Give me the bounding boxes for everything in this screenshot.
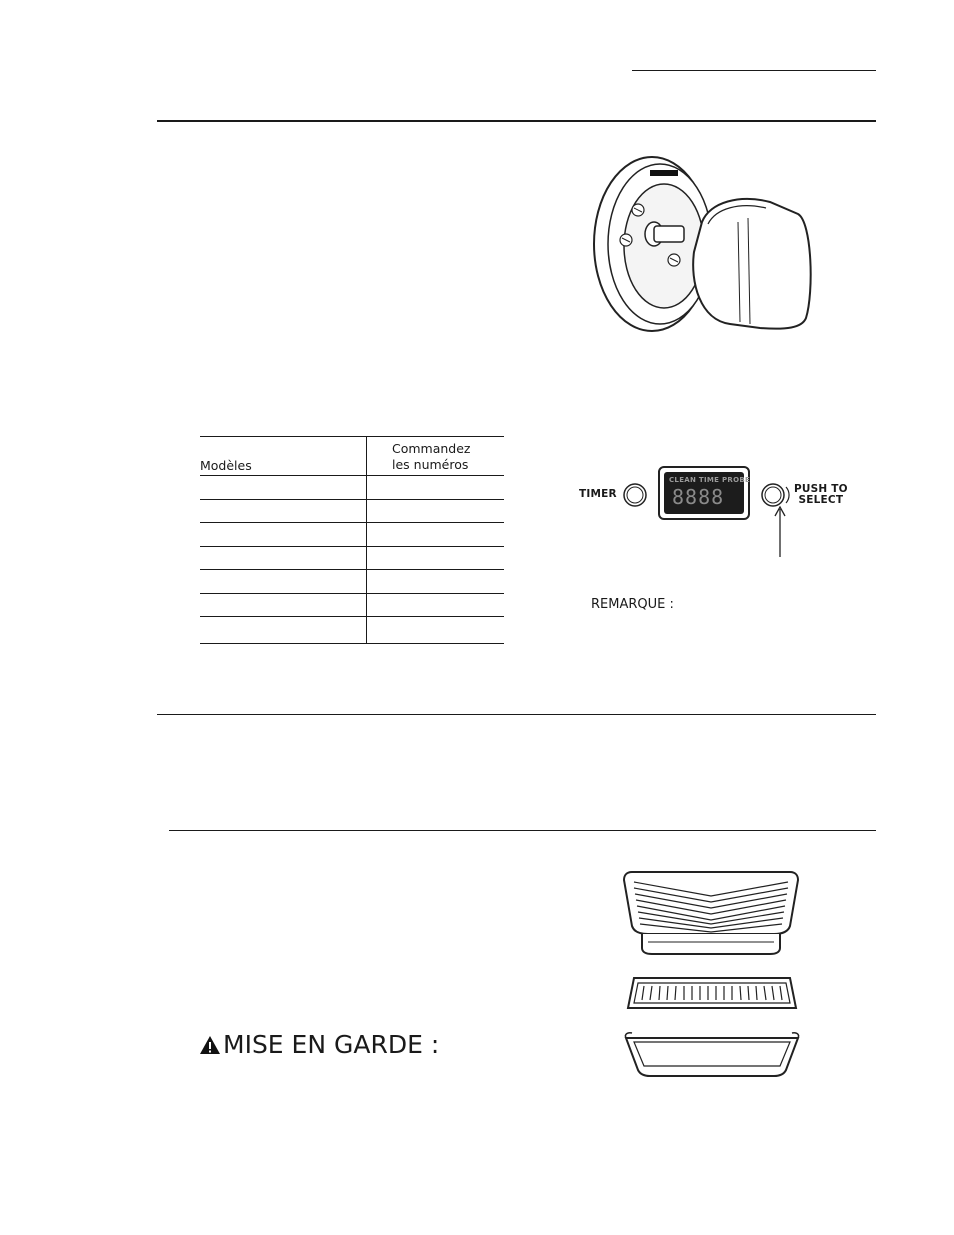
table-header [200, 436, 504, 476]
display-screen [664, 472, 751, 514]
section-rule-lower [169, 830, 876, 831]
parts-table [200, 436, 504, 644]
header-models: Modèles [200, 458, 252, 473]
oven-display [658, 466, 750, 520]
caution-label: MISE EN GARDE : [223, 1030, 440, 1059]
broiler-grid [624, 974, 800, 1014]
broiler-pan-bottom [620, 1030, 804, 1080]
timer-label: TIMER [579, 488, 617, 500]
table-row [200, 547, 504, 571]
display-mode-label: CLEAN TIME PROBE [669, 476, 751, 484]
table-row [200, 500, 504, 524]
warning-triangle-icon [199, 1035, 221, 1055]
table-row [200, 594, 504, 618]
display-digits: 8888 [672, 485, 725, 509]
push-to-select-label: PUSH TO SELECT [794, 483, 848, 506]
table-row [200, 476, 504, 500]
note-label: REMARQUE : [591, 597, 674, 612]
section-rule-middle [157, 714, 876, 715]
table-row [200, 523, 504, 547]
timer-button[interactable] [622, 482, 648, 508]
table-row [200, 617, 504, 644]
knob-illustration [590, 152, 816, 344]
broiler-pan-assembled [618, 866, 804, 958]
section-rule-top [157, 120, 876, 122]
caution-heading [199, 1030, 439, 1059]
pointer-arrow [772, 505, 788, 559]
table-row [200, 570, 504, 594]
header-order-numbers: Commandez les numéros [392, 441, 471, 472]
header-short-rule [632, 70, 876, 71]
